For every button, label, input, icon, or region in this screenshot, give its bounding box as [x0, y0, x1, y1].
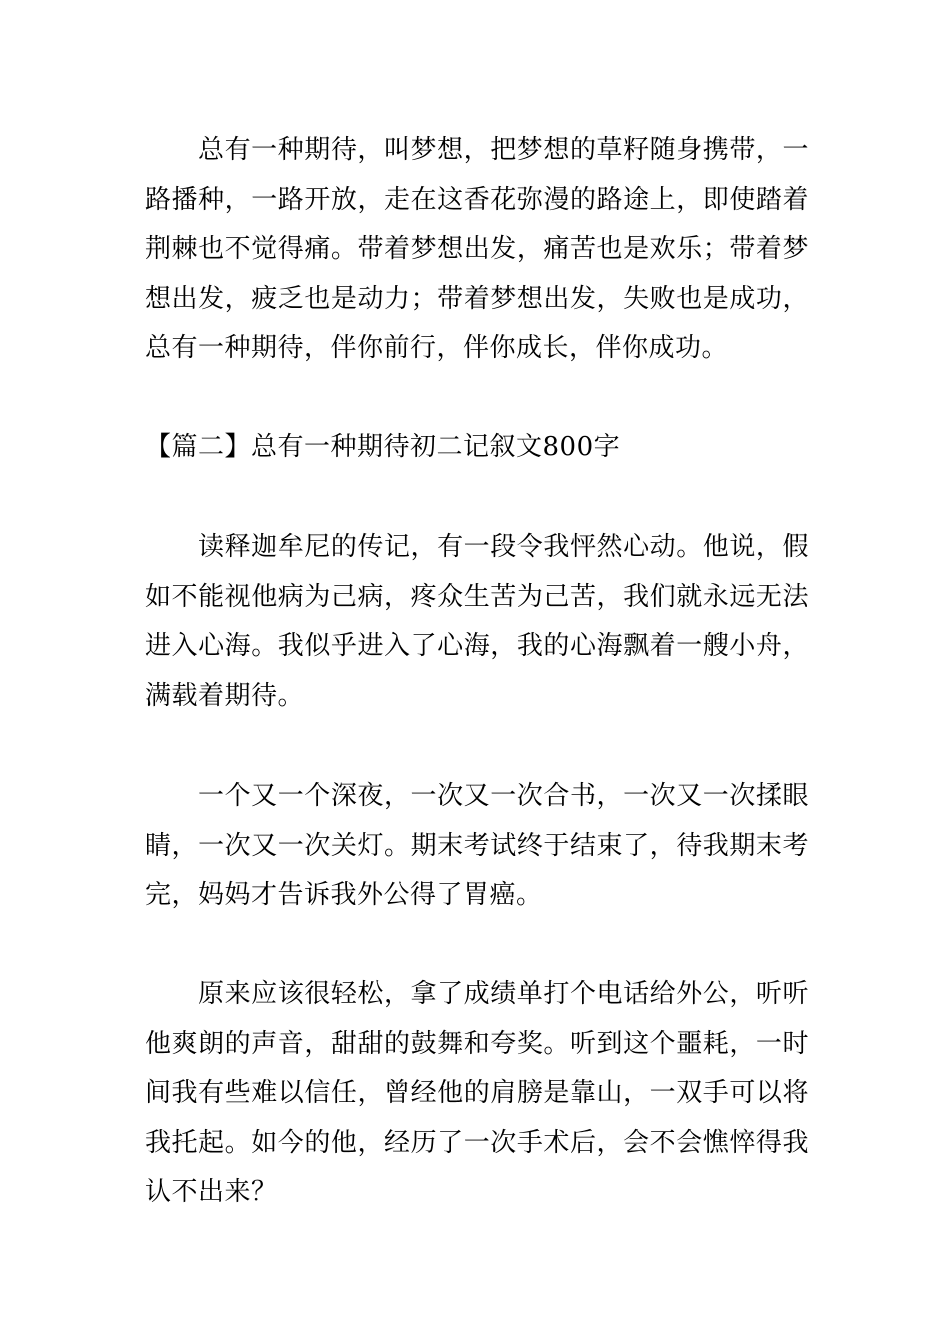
paragraph-dream: 总有一种期待，叫梦想，把梦想的草籽随身携带，一路播种，一路开放，走在这香花弥漫的路途上，即使踏着荆棘也不觉得痛。带着梦想出发，痛苦也是欢乐；带着梦想出发，疲乏也是动力；带着梦想出发，失败也是成功，总有一种期待，伴你前行，伴你成长，伴你成功。	[145, 135, 809, 363]
paragraph-exam-nights: 一个又一个深夜，一次又一次合书，一次又一次揉眼睛，一次又一次关灯。期末考试终于结束了，待我期末考完，妈妈才告诉我外公得了胃癌。	[145, 781, 809, 910]
paragraph-biography: 读释迦牟尼的传记，有一段令我怦然心动。他说，假如不能视他病为己病，疼众生苦为己苦，我们就永远无法进入心海。我似乎进入了心海，我的心海飘着一艘小舟，满载着期待。	[145, 532, 809, 711]
paragraph-grandfather: 原来应该很轻松，拿了成绩单打个电话给外公，听听他爽朗的声音，甜甜的鼓舞和夸奖。听到这个噩耗，一时间我有些难以信任，曾经他的肩膀是靠山，一双手可以将我托起。如今的他，经历了一次手术后，会不会憔悴得我认不出来？	[145, 979, 809, 1207]
section-heading: 【篇二】总有一种期待初二记叙文800字	[145, 432, 621, 462]
